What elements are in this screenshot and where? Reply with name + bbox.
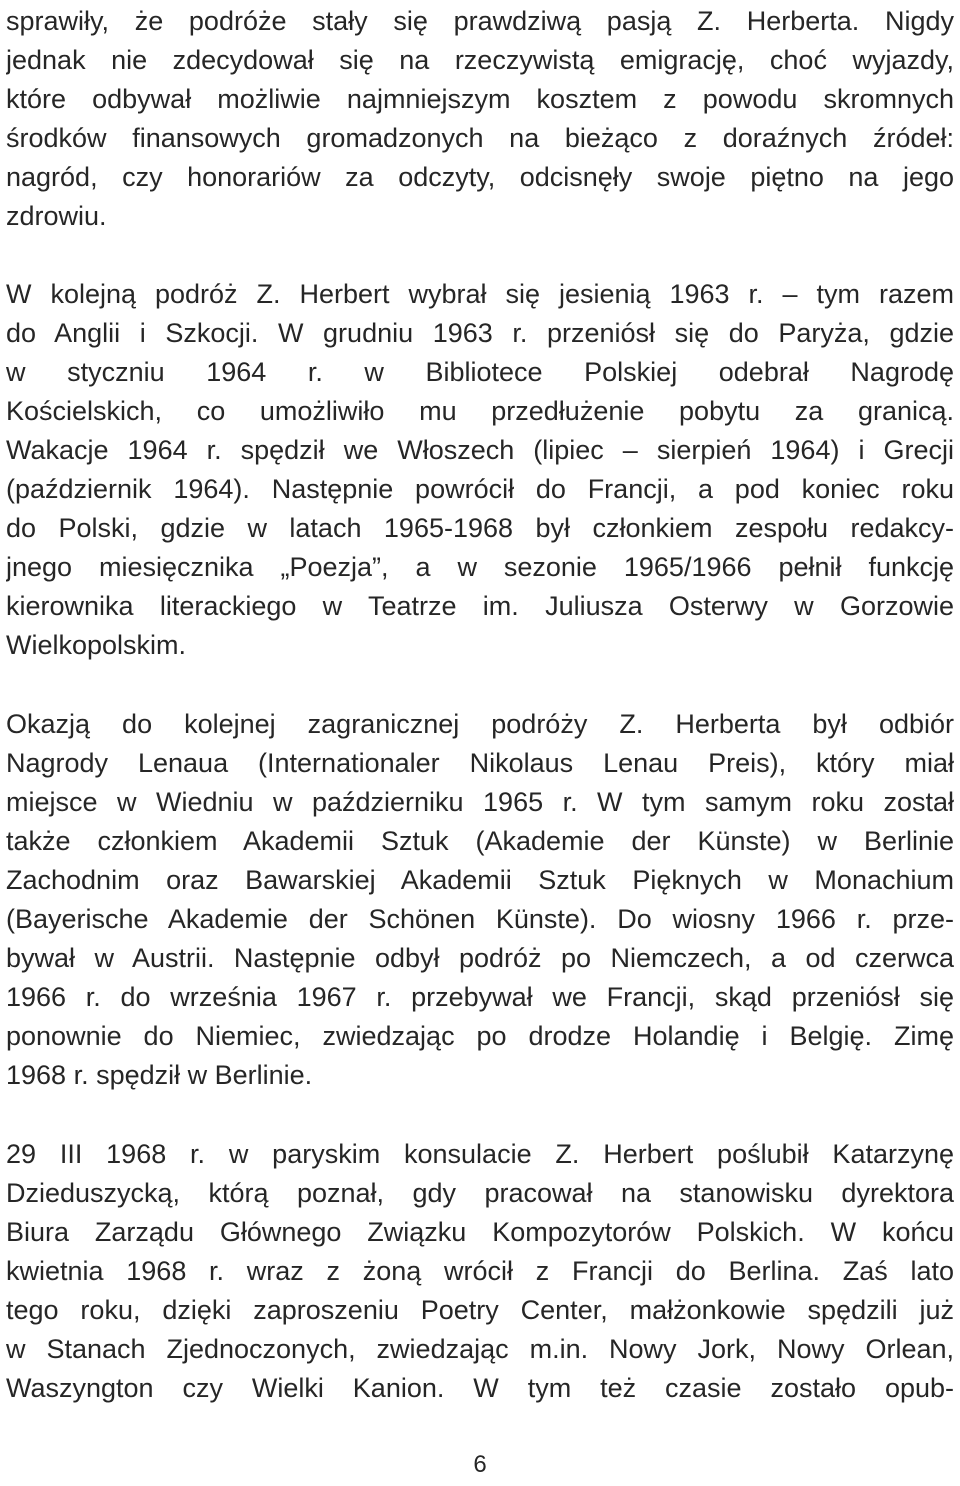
text-line: do Polski, gdzie w latach 1965-1968 był członkiem zespołu redakcy- bbox=[6, 513, 954, 543]
text-line: tego roku, dzięki zaproszeniu Poetry Center, małżonkowie spędzili już bbox=[6, 1295, 954, 1325]
text-line: zdrowiu. bbox=[6, 201, 107, 231]
text-line: które odbywał możliwie najmniejszym kosztem z powodu skromnych bbox=[6, 84, 954, 114]
text-line: w Stanach Zjednoczonych, zwiedzając m.in. Nowy Jork, Nowy Orlean, bbox=[6, 1334, 954, 1364]
text-line: w styczniu 1964 r. w Bibliotece Polskiej odebrał Nagrodę bbox=[6, 357, 954, 387]
text-line: 29 III 1968 r. w paryskim konsulacie Z. Herbert poślubił Katarzynę bbox=[6, 1139, 954, 1169]
text-line: Wakacje 1964 r. spędził we Włoszech (lipiec – sierpień 1964) i Grecji bbox=[6, 435, 954, 465]
text-line: także członkiem Akademii Sztuk (Akademie der Künste) w Berlinie bbox=[6, 826, 954, 856]
text-line: miejsce w Wiedniu w październiku 1965 r. W tym samym roku został bbox=[6, 787, 954, 817]
page-number: 6 bbox=[473, 1451, 487, 1478]
text-line: 1968 r. spędził w Berlinie. bbox=[6, 1060, 313, 1090]
text-line: bywał w Austrii. Następnie odbył podróż po Niemczech, a od czerwca bbox=[6, 943, 954, 973]
text-line: ponownie do Niemiec, zwiedzając po drodze Holandię i Belgię. Zimę bbox=[6, 1021, 954, 1051]
text-line: W kolejną podróż Z. Herbert wybrał się jesienią 1963 r. – tym razem bbox=[6, 279, 954, 309]
text-line: Nagrody Lenaua (Internationaler Nikolaus Lenau Preis), który miał bbox=[6, 748, 954, 778]
text-line: jnego miesięcznika „Poezja”, a w sezonie 1965/1966 pełnił funkcję bbox=[6, 552, 954, 582]
text-line: 1966 r. do września 1967 r. przebywał we Francji, skąd przeniósł się bbox=[6, 982, 954, 1012]
text-line: (Bayerische Akademie der Schönen Künste). Do wiosny 1966 r. prze- bbox=[6, 904, 954, 934]
text-line: środków finansowych gromadzonych na bieżąco z doraźnych źródeł: bbox=[6, 123, 954, 153]
text-line: jednak nie zdecydował się na rzeczywistą emigrację, choć wyjazdy, bbox=[6, 45, 954, 75]
text-line: do Anglii i Szkocji. W grudniu 1963 r. przeniósł się do Paryża, gdzie bbox=[6, 318, 954, 348]
text-line: sprawiły, że podróże stały się prawdziwą pasją Z. Herberta. Nigdy bbox=[6, 6, 954, 36]
text-line: Kościelskich, co umożliwiło mu przedłużenie pobytu za granicą. bbox=[6, 396, 954, 426]
text-line: Waszyngton czy Wielki Kanion. W tym też czasie zostało opub- bbox=[6, 1373, 954, 1403]
text-line: kierownika literackiego w Teatrze im. Juliusza Osterwy w Gorzowie bbox=[6, 591, 954, 621]
text-line: Biura Zarządu Głównego Związku Kompozytorów Polskich. W końcu bbox=[6, 1217, 954, 1247]
text-line: Dzieduszycką, którą poznał, gdy pracował na stanowisku dyrektora bbox=[6, 1178, 954, 1208]
text-line: kwietnia 1968 r. wraz z żoną wrócił z Francji do Berlina. Zaś lato bbox=[6, 1256, 954, 1286]
text-line: (październik 1964). Następnie powrócił do Francji, a pod koniec roku bbox=[6, 474, 954, 504]
text-line: nagród, czy honorariów za odczyty, odcisnęły swoje piętno na jego bbox=[6, 162, 954, 192]
text-line: Wielkopolskim. bbox=[6, 630, 187, 660]
text-line: Okazją do kolejnej zagranicznej podróży Z. Herberta był odbiór bbox=[6, 709, 954, 739]
text-line: Zachodnim oraz Bawarskiej Akademii Sztuk Pięknych w Monachium bbox=[6, 865, 954, 895]
